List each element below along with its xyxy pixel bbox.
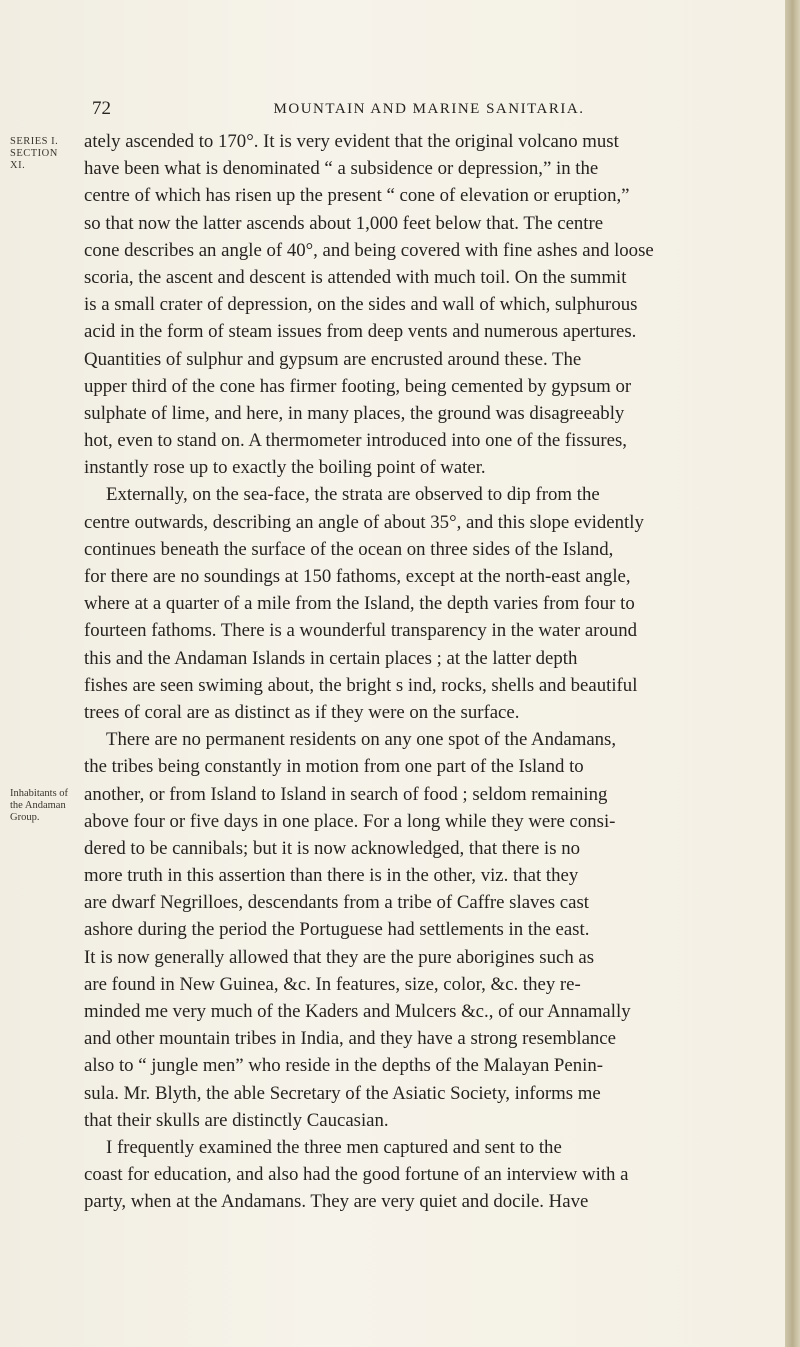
text-line: dered to be cannibals; but it is now acknowledged, that there is no	[84, 837, 581, 859]
margin-note-line: the Andaman	[10, 800, 66, 811]
text-line: sulphate of lime, and here, in many places, the ground was disagreeably	[84, 402, 625, 424]
paragraph-start-line: Externally, on the sea-face, the strata are observed to dip from the	[106, 484, 600, 506]
text-line: party, when at the Andamans. They are very quiet and docile. Have	[84, 1191, 589, 1213]
text-line: are dwarf Negrilloes, descendants from a tribe of Caffre slaves cast	[84, 892, 589, 914]
margin-note-line: Group.	[10, 812, 40, 823]
text-line: another, or from Island to Island in search of food ; seldom remaining	[84, 783, 608, 805]
margin-note-series	[10, 136, 76, 172]
text-line: where at a quarter of a mile from the Island, the depth varies from four to	[84, 593, 635, 615]
text-line: It is now generally allowed that they are the pure aborigines such as	[84, 946, 595, 968]
page-edge-shadow	[785, 0, 800, 1347]
text-line: continues beneath the surface of the ocean on three sides of the Island,	[84, 538, 614, 560]
margin-note-inhabitants	[10, 788, 76, 824]
paragraph-start-line: I frequently examined the three men captured and sent to the	[106, 1136, 562, 1158]
text-line: cone describes an angle of 40°, and being covered with fine ashes and loose	[84, 239, 654, 261]
page-number: 72	[92, 98, 111, 119]
text-line: and other mountain tribes in India, and they have a strong resemblance	[84, 1028, 616, 1050]
text-line: ately ascended to 170°. It is very evident that the original volcano must	[84, 131, 619, 152]
text-line: sula. Mr. Blyth, the able Secretary of the Asiatic Society, informs me	[84, 1082, 601, 1104]
text-line: so that now the latter ascends about 1,000 feet below that. The centre	[84, 212, 604, 234]
text-line: Quantities of sulphur and gypsum are encrusted around these. The	[84, 348, 582, 370]
text-line: the tribes being constantly in motion from one part of the Island to	[84, 756, 584, 778]
text-line: trees of coral are as distinct as if they were on the surface.	[84, 701, 520, 723]
text-line: scoria, the ascent and descent is attended with much toil. On the summit	[84, 266, 627, 288]
margin-note-line: Inhabitants of	[10, 788, 69, 799]
text-line: this and the Andaman Islands in certain places ; at the latter depth	[84, 647, 578, 669]
text-line: centre of which has risen up the present “ cone of elevation or eruption,”	[84, 185, 630, 207]
text-line: are found in New Guinea, &c. In features, size, color, &c. they re-	[84, 973, 581, 995]
margin-note-line: SECTION XI.	[10, 148, 58, 171]
text-line: have been what is denominated “ a subsidence or depression,” in the	[84, 158, 599, 180]
text-line: also to “ jungle men” who reside in the depths of the Malayan Penin-	[84, 1055, 603, 1077]
text-line: upper third of the cone has firmer footing, being cemented by gypsum or	[84, 375, 632, 397]
text-line: ashore during the period the Portuguese had settlements in the east.	[84, 919, 590, 941]
text-line: centre outwards, describing an angle of about 35°, and this slope evidently	[84, 511, 644, 533]
text-line: is a small crater of depression, on the sides and wall of which, sulphurous	[84, 294, 638, 316]
paragraph-start-line: There are no permanent residents on any one spot of the Andamans,	[106, 729, 617, 751]
text-line: for there are no soundings at 150 fathoms, except at the north-east angle,	[84, 566, 631, 587]
text-line: minded me very much of the Kaders and Mulcers &c., of our Annamally	[84, 1001, 631, 1022]
text-line: hot, even to stand on. A thermometer introduced into one of the fissures,	[84, 430, 627, 452]
text-line: above four or five days in one place. For a long while they were consi-	[84, 810, 616, 832]
text-line: fishes are seen swiming about, the bright s ind, rocks, shells and beautiful	[84, 674, 638, 696]
text-line: instantly rose up to exactly the boiling point of water.	[84, 457, 486, 479]
running-title: MOUNTAIN AND MARINE SANITARIA.	[273, 101, 585, 117]
text-line: that their skulls are distinctly Caucasian.	[84, 1109, 389, 1131]
margin-note-line: SERIES I.	[10, 136, 59, 147]
text-line: acid in the form of steam issues from deep vents and numerous apertures.	[84, 321, 637, 343]
text-line: fourteen fathoms. There is a wounderful transparency in the water around	[84, 620, 637, 642]
page-header	[84, 98, 774, 122]
text-line: more truth in this assertion than there is in the other, viz. that they	[84, 865, 579, 887]
text-line: coast for education, and also had the good fortune of an interview with a	[84, 1164, 629, 1186]
body-text	[84, 128, 772, 1216]
